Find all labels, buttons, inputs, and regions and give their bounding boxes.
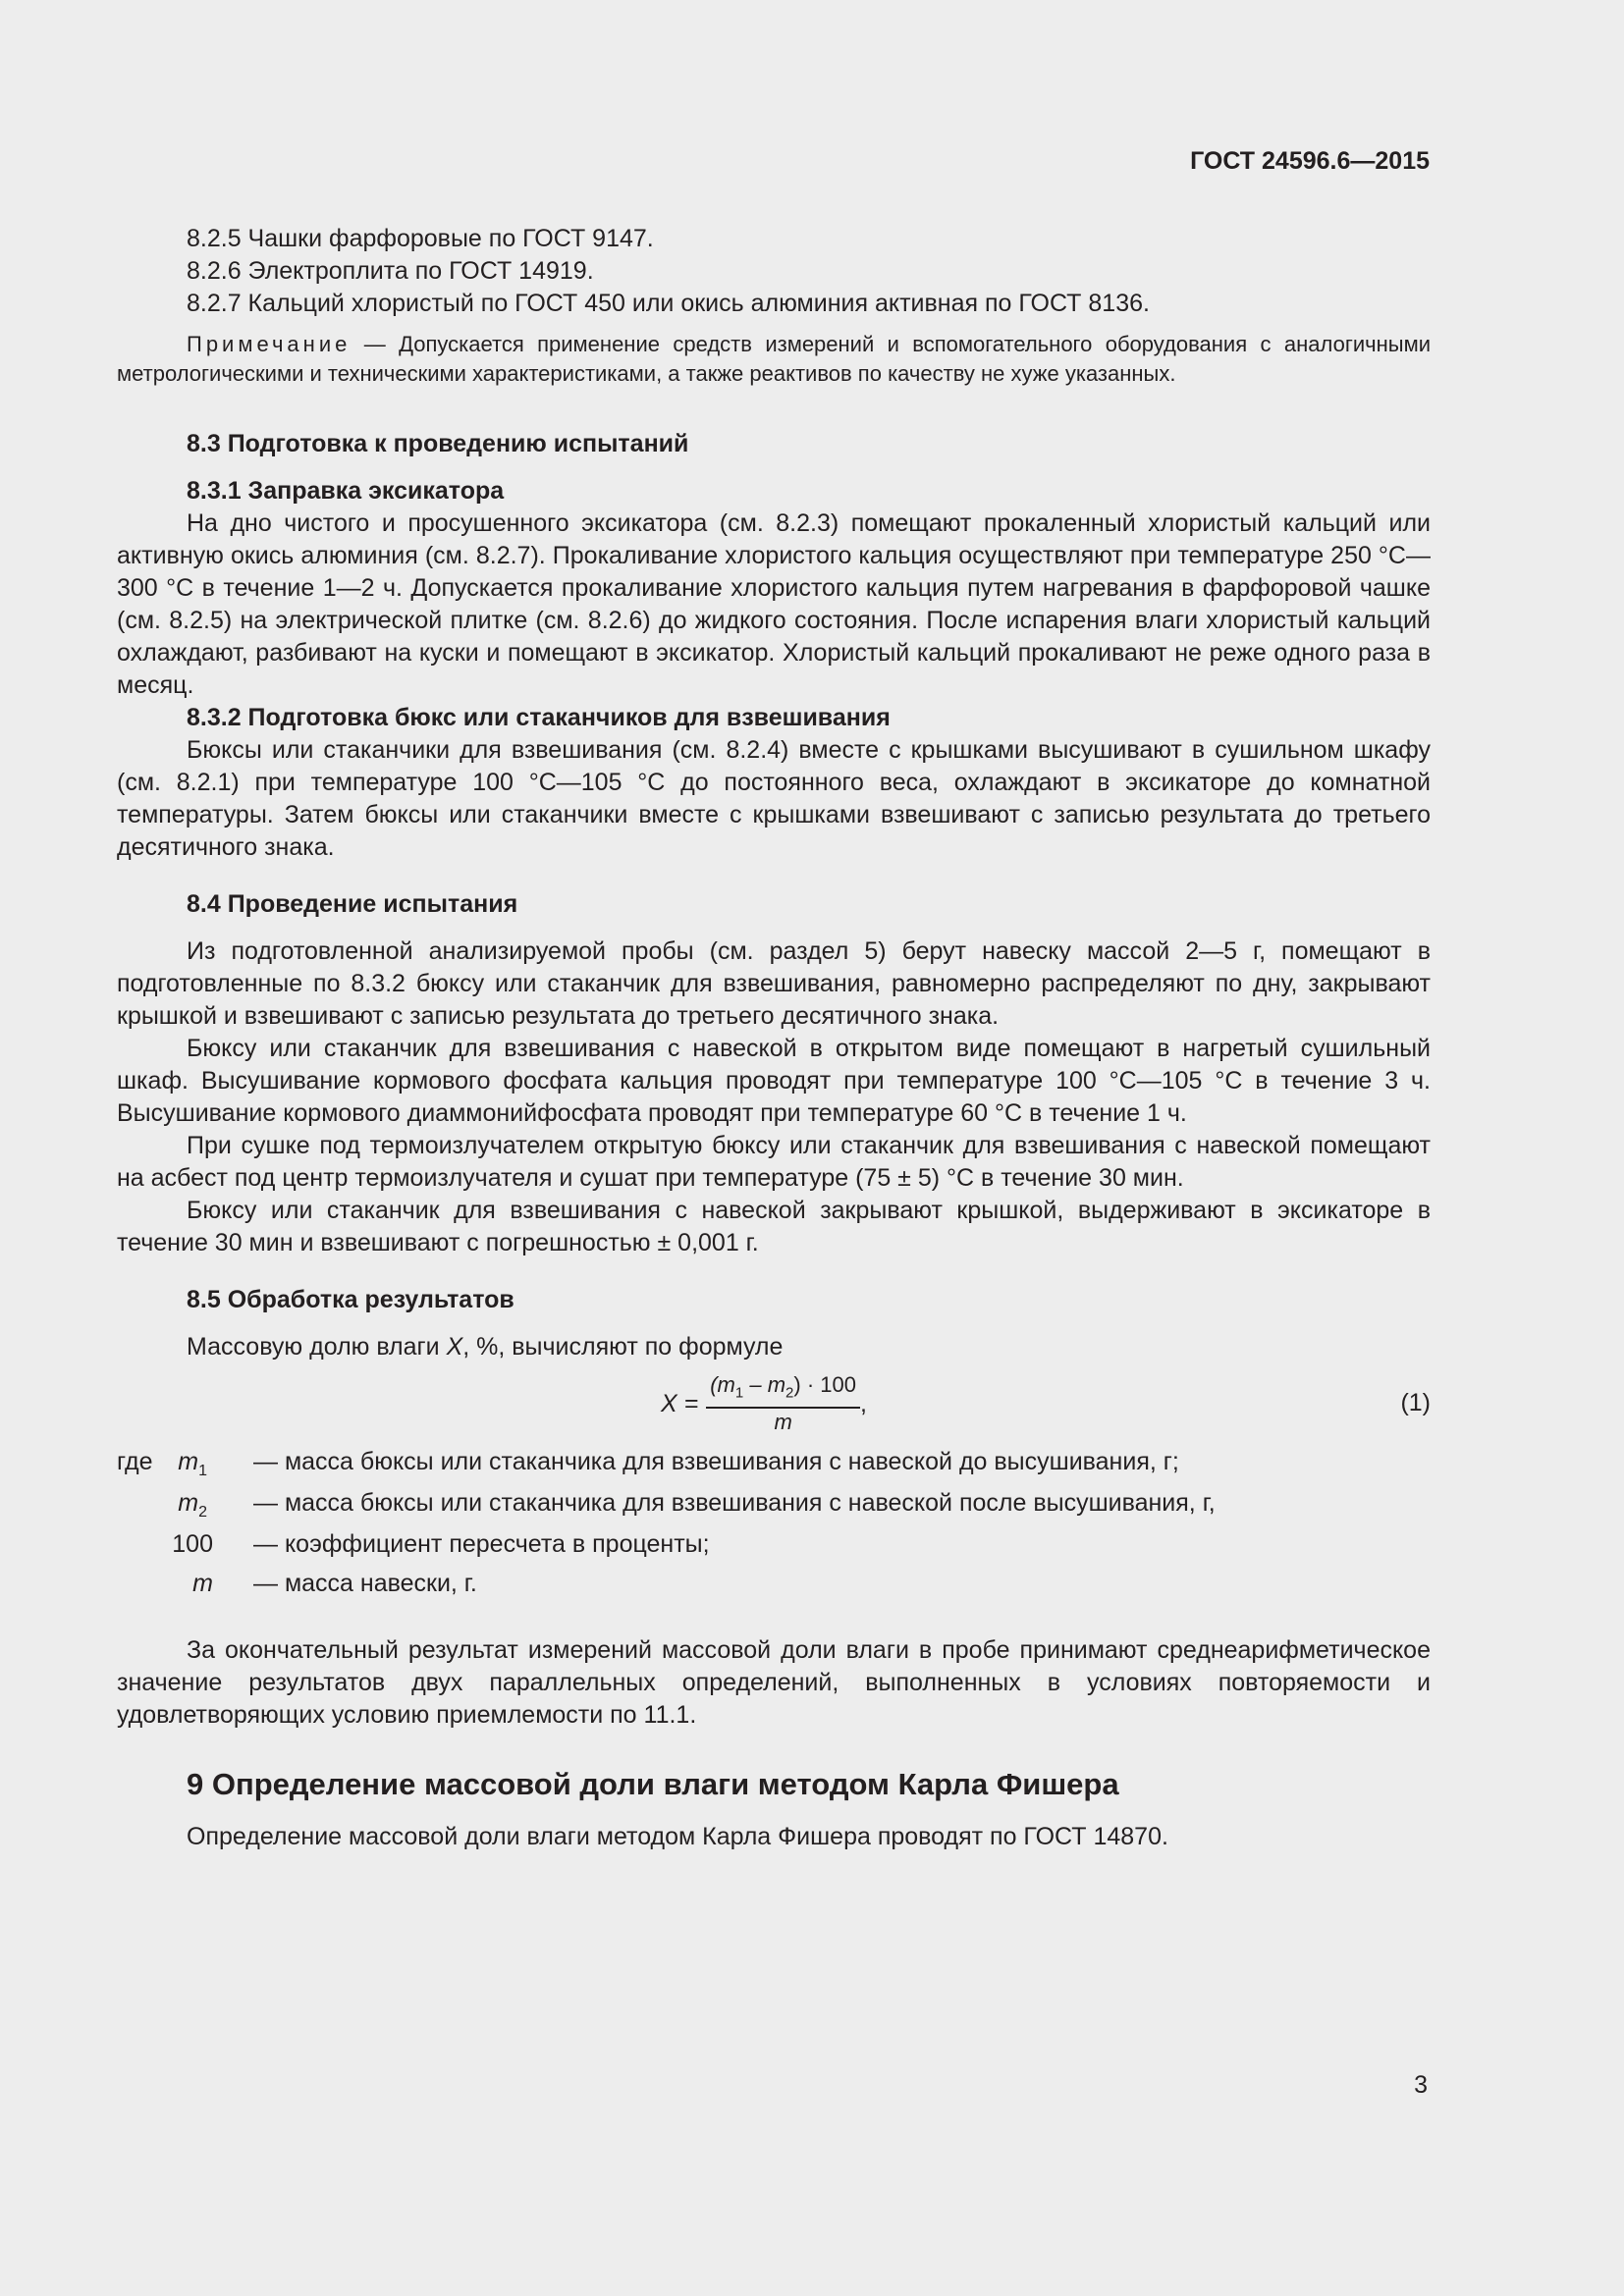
section-8-4-paragraph: Бюксу или стаканчик для взвешивания с навеской в открытом виде помещают в нагретый сушильный шкаф. Высушивание кормового фосфата кальция проводят при температуре 100 °С—105 °С в течение 3 ч. Высушивание кормового диаммонийфосфата проводят при температуре 60 °С в течение 1 ч.	[117, 1035, 1431, 1127]
where-word: где	[117, 1448, 153, 1475]
formula-subscript: 1	[734, 1384, 744, 1402]
section-9-title: 9 Определение массовой доли влаги методом Карла Фишера	[187, 1767, 1119, 1801]
section-8-3-2-title: 8.3.2 Подготовка бюкс или стаканчиков для взвешивания	[187, 704, 891, 731]
variable-definitions	[117, 1442, 1431, 1607]
section-8-4-title: 8.4 Проведение испытания	[187, 890, 518, 918]
document-id-header: ГОСТ 24596.6—2015	[1190, 147, 1430, 175]
list-item: 8.2.5 Чашки фарфоровые по ГОСТ 9147.	[187, 225, 654, 252]
section-8-3-1-text: На дно чистого и просушенного эксикатора (см. 8.2.3) помещают прокаленный хлористый кальций или активную окись алюминия (см. 8.2.7). Прокаливание хлористого кальция осуществляют при температуре 250 °С—300 °С в течение 1—2 ч. Допускается прокаливание хлористого кальция путем нагревания в фарфоровой чашке (см. 8.2.5) на электрической плитке (см. 8.2.6) до жидкого состояния. После испарения влаги хлористый кальций охлаждают, разбивают на куски и помещают в эксикатор. Хлористый кальций прокаливают не реже одного раза в месяц.	[117, 509, 1431, 699]
formula-subscript: 2	[785, 1384, 794, 1402]
formula-intro-text: , %, вычисляют по формуле	[462, 1333, 784, 1361]
section-9-text: Определение массовой доли влаги методом Карла Фишера проводят по ГОСТ 14870.	[187, 1823, 1168, 1850]
definition-text: — коэффициент пересчета в проценты;	[253, 1530, 710, 1558]
formula-row	[117, 1363, 1431, 1442]
list-item: 8.2.6 Электроплита по ГОСТ 14919.	[187, 257, 594, 285]
definition-row	[117, 1524, 1431, 1564]
symbol-subscript: 2	[198, 1504, 207, 1521]
section-8-4-paragraph: Бюксу или стаканчик для взвешивания с навеской закрывают крышкой, выдерживают в эксикаторе в течение 30 мин и взвешивают с погрешностью ± 0,001 г.	[117, 1197, 1431, 1256]
section-8-5-title: 8.5 Обработка результатов	[187, 1286, 514, 1313]
symbol: m	[178, 1448, 199, 1475]
formula-intro-text: Массовую долю влаги	[187, 1333, 447, 1361]
formula-fraction	[706, 1371, 860, 1436]
definition-row	[117, 1564, 1431, 1603]
symbol: m	[178, 1489, 199, 1517]
page-number: 3	[1414, 2071, 1428, 2099]
note-text: — Допускается применение средств измерений и вспомогательного оборудования с аналогичными метрологическими и техническими характеристиками, а также реактивов по качеству не хуже указанных.	[117, 332, 1431, 386]
formula-numerator	[706, 1371, 860, 1409]
note-label: Примечание	[187, 332, 352, 356]
formula-intro	[117, 1331, 1431, 1363]
definition-text: — масса бюксы или стаканчика для взвешивания с навеской до высушивания, г;	[253, 1448, 1179, 1475]
formula-comma: ,	[859, 1389, 867, 1417]
definition-row	[117, 1483, 1431, 1522]
formula	[661, 1371, 867, 1436]
definition-row	[117, 1442, 1431, 1481]
definition-symbol: 100	[172, 1530, 213, 1558]
section-8-4-paragraph: Из подготовленной анализируемой пробы (см. раздел 5) берут навеску массой 2—5 г, помещают в подготовленные по 8.3.2 бюксу или стаканчик для взвешивания, равномерно распределяют по дну, закрывают крышкой и взвешивают с записью результата до третьего десятичного знака.	[117, 937, 1431, 1030]
definition-symbol: m	[192, 1570, 213, 1597]
formula-part: – m	[743, 1372, 786, 1397]
section-8-4-paragraph: При сушке под термоизлучателем открытую бюксу или стаканчик для взвешивания с навеской помещают на асбест под центр термоизлучателя и сушат при температуре (75 ± 5) °С в течение 30 мин.	[117, 1132, 1431, 1192]
section-8-3-1-title: 8.3.1 Заправка эксикатора	[187, 477, 505, 505]
formula-number: (1)	[1400, 1389, 1431, 1416]
list-item: 8.2.7 Кальций хлористый по ГОСТ 450 или окись алюминия активная по ГОСТ 8136.	[187, 290, 1150, 317]
section-8-3-2-text: Бюксы или стаканчики для взвешивания (см. 8.2.4) вместе с крышками высушивают в сушильном шкафу (см. 8.2.1) при температуре 100 °С—105 °С до постоянного веса, охлаждают в эксикаторе до комнатной температуры. Затем бюксы или стаканчики вместе с крышками взвешивают с записью результата до третьего десятичного знака.	[117, 736, 1431, 861]
definition-text: — масса бюксы или стаканчика для взвешивания с навеской после высушивания, г,	[253, 1489, 1216, 1517]
symbol-subscript: 1	[198, 1463, 207, 1479]
definition-text: — масса навески, г.	[253, 1570, 477, 1597]
section-8-3-title: 8.3 Подготовка к проведению испытаний	[187, 430, 689, 457]
formula-denominator: m	[774, 1410, 792, 1435]
formula-lhs: X =	[661, 1389, 699, 1417]
note-paragraph	[117, 330, 1431, 389]
page-content	[117, 223, 1431, 1853]
formula-part: ) · 100	[793, 1372, 856, 1397]
formula-variable: X	[446, 1333, 463, 1361]
formula-part: (m	[710, 1372, 735, 1397]
final-result-paragraph: За окончательный результат измерений массовой доли влаги в пробе принимают среднеарифметическое значение результатов двух параллельных определений, выполненных в условиях повторяемости и удовлетворяющих условию приемлемости по 11.1.	[117, 1636, 1431, 1729]
